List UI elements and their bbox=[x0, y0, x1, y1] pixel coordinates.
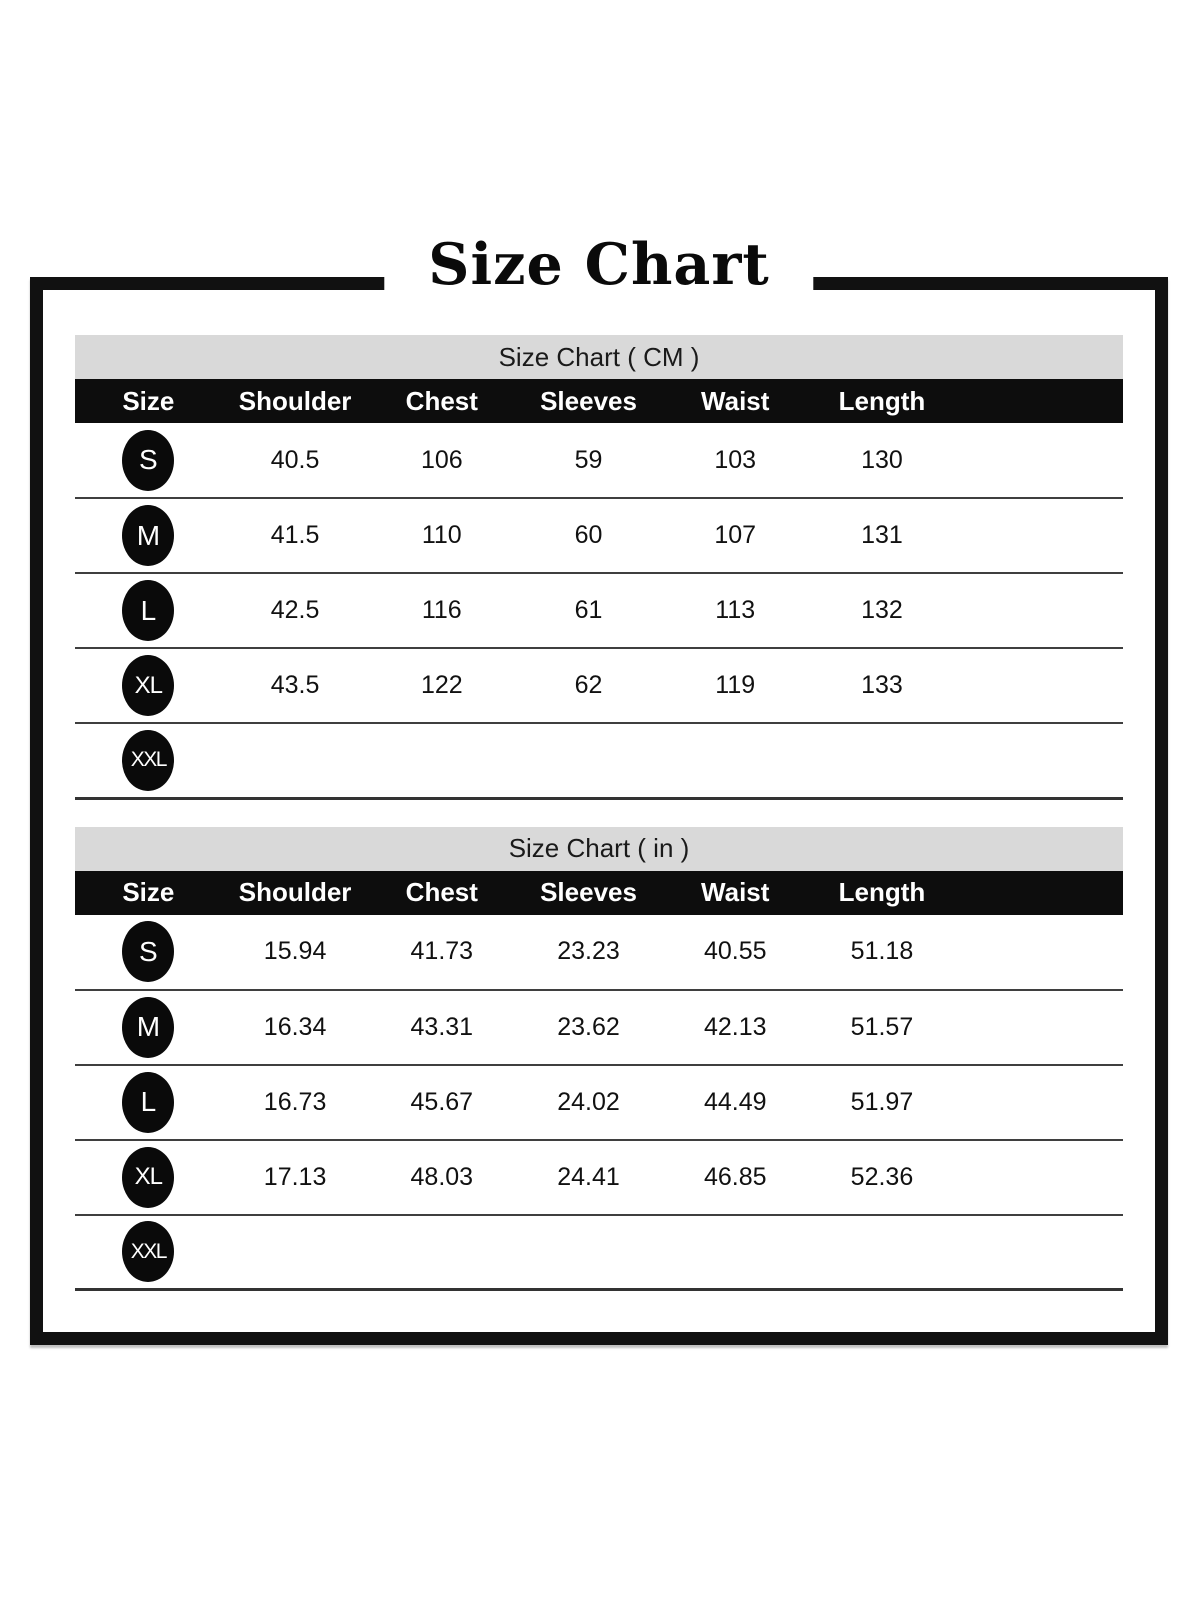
spacer-cell bbox=[955, 498, 1123, 573]
measurement-cell: 43.5 bbox=[270, 671, 320, 699]
size-badge: XXL bbox=[122, 1221, 174, 1282]
measurement-cell: 42.5 bbox=[270, 596, 320, 624]
measurement-cell: 45.67 bbox=[410, 1087, 474, 1116]
column-header: Waist bbox=[662, 379, 809, 423]
table-row bbox=[75, 1065, 1123, 1140]
measurement-cell: 43.31 bbox=[410, 1012, 474, 1041]
spacer-cell bbox=[955, 1140, 1123, 1215]
measurement-cell: 106 bbox=[420, 445, 463, 474]
measurement-cell: 46.85 bbox=[703, 1162, 767, 1191]
measurement-cell: 130 bbox=[861, 445, 903, 474]
measurement-cell: 15.94 bbox=[263, 937, 327, 965]
table-body bbox=[75, 915, 1123, 1290]
size-badge: XL bbox=[122, 1147, 174, 1208]
table-caption: Size Chart ( CM ) bbox=[75, 335, 1123, 379]
spacer-cell bbox=[955, 573, 1123, 648]
table-header-row bbox=[75, 871, 1123, 915]
column-header-spacer bbox=[955, 379, 1123, 423]
measurement-cell: 132 bbox=[861, 596, 903, 624]
measurement-cell bbox=[515, 1215, 662, 1290]
measurement-cell: 51.57 bbox=[850, 1012, 914, 1041]
measurement-cell bbox=[662, 723, 809, 798]
column-header: Shoulder bbox=[222, 379, 369, 423]
size-cell bbox=[75, 1215, 222, 1290]
column-header: Sleeves bbox=[515, 379, 662, 423]
table-row bbox=[75, 990, 1123, 1065]
column-header: Chest bbox=[368, 871, 515, 915]
measurement-cell bbox=[809, 1215, 956, 1290]
spacer-cell bbox=[955, 423, 1123, 498]
column-header-spacer bbox=[955, 871, 1123, 915]
spacer-cell bbox=[955, 1215, 1123, 1290]
size-badge: XL bbox=[122, 655, 174, 716]
size-cell bbox=[75, 990, 222, 1065]
measurement-cell: 51.18 bbox=[850, 937, 914, 965]
spacer-cell bbox=[955, 915, 1123, 990]
measurement-cell: 51.97 bbox=[850, 1087, 914, 1116]
measurement-cell: 23.23 bbox=[557, 937, 620, 965]
measurement-cell: 40.5 bbox=[270, 445, 320, 474]
measurement-cell: 16.34 bbox=[263, 1012, 327, 1041]
table-row bbox=[75, 648, 1123, 723]
column-header: Size bbox=[75, 379, 222, 423]
spacer-cell bbox=[955, 1065, 1123, 1140]
measurement-cell: 24.02 bbox=[557, 1087, 620, 1116]
size-cell bbox=[75, 648, 222, 723]
measurement-cell bbox=[662, 1215, 809, 1290]
measurement-cell: 103 bbox=[714, 445, 757, 474]
table-row bbox=[75, 915, 1123, 990]
size-badge: M bbox=[122, 505, 174, 566]
measurement-cell: 44.49 bbox=[703, 1087, 767, 1116]
measurement-cell: 23.62 bbox=[557, 1012, 620, 1041]
spacer-cell bbox=[955, 723, 1123, 798]
size-cell bbox=[75, 423, 222, 498]
size-cell bbox=[75, 573, 222, 648]
table-header-row bbox=[75, 379, 1123, 423]
measurement-cell: 41.5 bbox=[270, 521, 320, 549]
measurement-cell: 16.73 bbox=[263, 1087, 327, 1116]
column-header: Length bbox=[809, 379, 956, 423]
table-row bbox=[75, 423, 1123, 498]
size-cell bbox=[75, 1065, 222, 1140]
measurement-cell: 24.41 bbox=[557, 1162, 620, 1191]
size-badge: S bbox=[122, 921, 174, 982]
column-header: Length bbox=[809, 871, 956, 915]
table-body bbox=[75, 423, 1123, 798]
measurement-cell: 131 bbox=[861, 521, 903, 549]
table-row bbox=[75, 498, 1123, 573]
table-caption-row bbox=[75, 335, 1123, 379]
measurement-cell: 119 bbox=[715, 671, 756, 699]
size-chart-frame bbox=[30, 231, 1168, 1345]
measurement-cell bbox=[368, 723, 515, 798]
spacer-cell bbox=[955, 648, 1123, 723]
measurement-cell: 61 bbox=[574, 596, 603, 624]
table-row bbox=[75, 1140, 1123, 1215]
table-row bbox=[75, 1215, 1123, 1290]
measurement-cell: 122 bbox=[420, 671, 463, 699]
tables-container bbox=[75, 335, 1123, 1291]
column-header: Size bbox=[75, 871, 222, 915]
size-badge: S bbox=[122, 430, 174, 491]
measurement-cell: 52.36 bbox=[850, 1162, 914, 1191]
table-row bbox=[75, 723, 1123, 798]
table-caption-row bbox=[75, 827, 1123, 871]
size-cell bbox=[75, 915, 222, 990]
measurement-cell: 42.13 bbox=[703, 1012, 767, 1041]
size-badge: L bbox=[122, 580, 174, 641]
measurement-cell: 107 bbox=[714, 521, 757, 549]
size-badge: M bbox=[122, 997, 174, 1058]
measurement-cell: 110 bbox=[421, 521, 462, 549]
measurement-cell: 133 bbox=[861, 671, 903, 699]
column-header: Shoulder bbox=[222, 871, 369, 915]
measurement-cell: 17.13 bbox=[263, 1162, 327, 1191]
measurement-cell: 48.03 bbox=[410, 1162, 474, 1191]
size-chart-table bbox=[75, 827, 1123, 1292]
table-caption: Size Chart ( in ) bbox=[75, 827, 1123, 871]
measurement-cell: 60 bbox=[574, 521, 603, 549]
size-cell bbox=[75, 1140, 222, 1215]
measurement-cell: 116 bbox=[421, 596, 462, 624]
page-title: Size Chart bbox=[384, 227, 813, 303]
measurement-cell: 113 bbox=[715, 596, 756, 624]
column-header: Waist bbox=[662, 871, 809, 915]
measurement-cell bbox=[809, 723, 956, 798]
column-header: Sleeves bbox=[515, 871, 662, 915]
size-badge: XXL bbox=[122, 730, 174, 791]
table-row bbox=[75, 573, 1123, 648]
measurement-cell bbox=[222, 723, 369, 798]
measurement-cell: 59 bbox=[574, 445, 603, 474]
column-header: Chest bbox=[368, 379, 515, 423]
measurement-cell: 40.55 bbox=[703, 937, 767, 965]
measurement-cell bbox=[368, 1215, 515, 1290]
measurement-cell bbox=[515, 723, 662, 798]
size-cell bbox=[75, 723, 222, 798]
size-cell bbox=[75, 498, 222, 573]
measurement-cell: 62 bbox=[574, 671, 603, 699]
spacer-cell bbox=[955, 990, 1123, 1065]
size-chart-table bbox=[75, 335, 1123, 800]
measurement-cell bbox=[222, 1215, 369, 1290]
measurement-cell: 41.73 bbox=[410, 937, 474, 965]
size-badge: L bbox=[122, 1072, 174, 1133]
